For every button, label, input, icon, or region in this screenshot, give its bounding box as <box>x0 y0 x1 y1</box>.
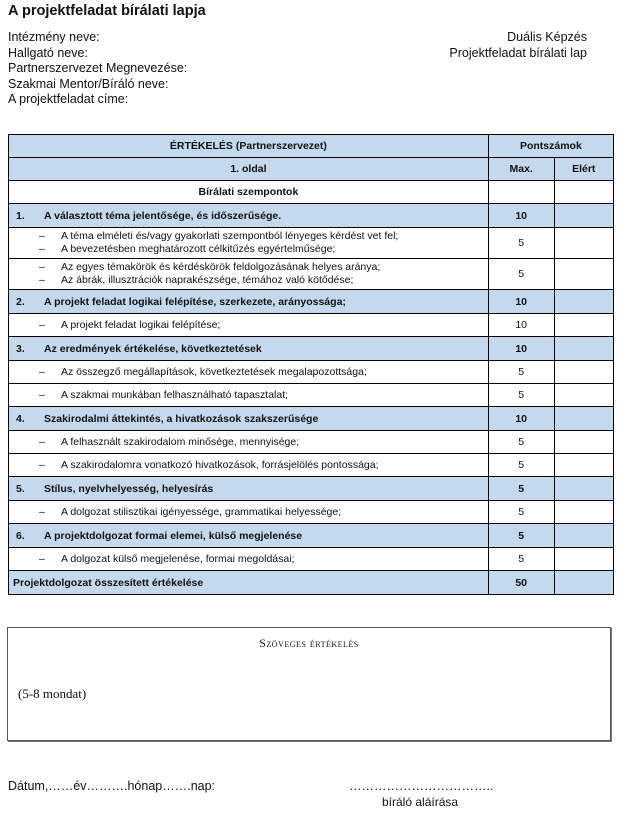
section-earned-input[interactable] <box>554 524 613 548</box>
textual-evaluation-hint: (5-8 mondat) <box>18 686 87 701</box>
section-title: Stílus, nyelvhelyesség, helyesírás <box>44 482 214 495</box>
dash-bullet: – <box>39 388 45 401</box>
criterion-item <box>13 459 484 472</box>
total-row <box>9 571 614 595</box>
criterion-item <box>13 230 484 243</box>
empty-cell <box>488 181 554 204</box>
criterion-text: Az ábrák, illusztrációk naprakészsége, témához való kötődése; <box>61 274 354 286</box>
section-title-cell <box>9 290 489 314</box>
criterion-max: 5 <box>488 361 554 384</box>
criterion-cell <box>9 259 489 290</box>
field-institution: Intézmény neve: <box>8 30 100 44</box>
criterion-text: A felhasznált szakirodalom minősége, mennyisége; <box>61 435 300 448</box>
section-title-cell <box>9 477 489 501</box>
section-title: Az eredmények értékelése, következtetések <box>44 342 262 355</box>
criterion-max: 5 <box>488 501 554 524</box>
criterion-item <box>13 436 484 449</box>
document-label: Projektfeladat bírálati lap <box>449 45 587 60</box>
section-max: 10 <box>488 337 554 361</box>
criterion-earned-input[interactable] <box>554 384 613 407</box>
section-title-cell <box>9 407 489 431</box>
dash-bullet: – <box>39 261 45 273</box>
criterion-max: 5 <box>488 548 554 571</box>
earned-heading: Elért <box>554 158 613 181</box>
criterion-text: Az összegző megállapítások, következtetések megalapozottsága; <box>61 365 367 378</box>
criterion-text: A téma elméleti és/vagy gyakorlati szempontból lényeges kérdést vet fel; <box>61 230 399 242</box>
criterion-row <box>9 548 614 571</box>
dash-bullet: – <box>39 274 45 286</box>
criterion-item <box>13 261 484 274</box>
criterion-max: 5 <box>488 228 554 259</box>
section-number: 5. <box>16 482 25 495</box>
criterion-text: Az egyes témakörök és kérdéskörök feldolgozásának helyes aránya; <box>61 261 381 273</box>
section-earned-input[interactable] <box>554 204 613 228</box>
section-row <box>9 524 614 548</box>
section-earned-input[interactable] <box>554 407 613 431</box>
criterion-row <box>9 228 614 259</box>
total-earned-input[interactable] <box>554 571 613 595</box>
criterion-max: 10 <box>488 314 554 337</box>
section-max: 5 <box>488 524 554 548</box>
criterion-text: A dolgozat stilisztikai igényessége, grammatikai helyessége; <box>61 505 342 518</box>
section-title: A projektdolgozat formai elemei, külső megjelenése <box>44 529 303 542</box>
criterion-text: A dolgozat külső megjelenése, formai megoldásai; <box>61 552 295 565</box>
dash-bullet: – <box>39 230 45 242</box>
header-right <box>449 30 587 61</box>
field-partner: Partnerszervezet Megnevezése: <box>8 61 188 76</box>
criterion-earned-input[interactable] <box>554 501 613 524</box>
criterion-earned-input[interactable] <box>554 454 613 477</box>
section-row <box>9 477 614 501</box>
empty-cell <box>554 181 613 204</box>
dash-bullet: – <box>39 365 45 378</box>
criteria-heading: Bírálati szempontok <box>9 181 489 204</box>
dash-bullet: – <box>39 243 45 255</box>
section-row <box>9 204 614 228</box>
section-title: Szakirodalmi áttekintés, a hivatkozások szakszerűsége <box>44 412 319 425</box>
criterion-item <box>13 366 484 379</box>
criterion-row <box>9 361 614 384</box>
criterion-text: A szakmai munkában felhasználható tapasztalat; <box>61 388 289 401</box>
table-heading: ÉRTÉKELÉS (Partnerszervezet) <box>9 135 489 158</box>
criterion-cell <box>9 314 489 337</box>
criterion-item <box>13 506 484 519</box>
signature-line: …………………………….. <box>349 779 494 793</box>
criterion-earned-input[interactable] <box>554 361 613 384</box>
criterion-cell <box>9 548 489 571</box>
header-fields <box>8 30 187 108</box>
criterion-row <box>9 314 614 337</box>
dash-bullet: – <box>39 435 45 448</box>
date-line: Dátum,……év……….hónap…….nap: <box>8 779 216 793</box>
textual-evaluation-title: Szöveges értékelés <box>259 636 359 650</box>
program-label: Duális Képzés <box>507 30 587 44</box>
section-number: 1. <box>16 209 25 222</box>
section-number: 2. <box>16 295 25 308</box>
section-number: 6. <box>16 529 25 542</box>
dash-bullet: – <box>39 505 45 518</box>
criterion-earned-input[interactable] <box>554 228 613 259</box>
criterion-earned-input[interactable] <box>554 548 613 571</box>
criterion-text: A bevezetésben meghatározott célkitűzés egyértelműsége; <box>61 243 336 255</box>
section-number: 4. <box>16 412 25 425</box>
criterion-item <box>13 319 484 332</box>
criterion-max: 5 <box>488 259 554 290</box>
dash-bullet: – <box>39 552 45 565</box>
total-max: 50 <box>488 571 554 595</box>
criterion-max: 5 <box>488 384 554 407</box>
criterion-cell <box>9 228 489 259</box>
section-earned-input[interactable] <box>554 290 613 314</box>
criterion-cell <box>9 431 489 454</box>
criterion-text: A projekt feladat logikai felépítése; <box>61 318 221 331</box>
section-title-cell <box>9 337 489 361</box>
section-title: A választott téma jelentősége, és időszerűsége. <box>44 209 282 222</box>
field-project-title: A projektfeladat címe: <box>8 92 129 107</box>
signature-label: bíráló aláírása <box>382 795 459 809</box>
criterion-item <box>13 553 484 566</box>
field-student: Hallgató neve: <box>8 45 88 60</box>
criterion-item <box>13 243 484 256</box>
criterion-cell <box>9 384 489 407</box>
criterion-earned-input[interactable] <box>554 259 613 290</box>
section-row <box>9 337 614 361</box>
criterion-row <box>9 501 614 524</box>
criterion-max: 5 <box>488 431 554 454</box>
criterion-earned-input[interactable] <box>554 314 613 337</box>
section-earned-input[interactable] <box>554 477 613 501</box>
criterion-cell <box>9 454 489 477</box>
section-title-cell <box>9 524 489 548</box>
section-max: 10 <box>488 204 554 228</box>
criterion-row <box>9 454 614 477</box>
section-max: 10 <box>488 407 554 431</box>
section-earned-input[interactable] <box>554 337 613 361</box>
criterion-item <box>13 389 484 402</box>
criterion-row <box>9 384 614 407</box>
criterion-cell <box>9 501 489 524</box>
dash-bullet: – <box>39 458 45 471</box>
criterion-row <box>9 259 614 290</box>
section-row <box>9 407 614 431</box>
max-heading: Max. <box>488 158 554 181</box>
criterion-text: A szakirodalomra vonatkozó hivatkozások, forrásjelölés pontossága; <box>61 458 379 471</box>
evaluation-table <box>8 134 614 595</box>
dash-bullet: – <box>39 318 45 331</box>
total-label: Projektdolgozat összesített értékelése <box>9 571 489 595</box>
criterion-item <box>13 274 484 287</box>
criterion-row <box>9 431 614 454</box>
section-title-cell <box>9 204 489 228</box>
criterion-earned-input[interactable] <box>554 431 613 454</box>
textual-evaluation-box[interactable] <box>7 627 611 741</box>
field-mentor: Szakmai Mentor/Bíráló neve: <box>8 76 169 91</box>
section-number: 3. <box>16 342 25 355</box>
page-title: A projektfeladat bírálati lapja <box>8 3 206 19</box>
section-max: 5 <box>488 477 554 501</box>
page-label: 1. oldal <box>9 158 489 181</box>
scores-heading: Pontszámok <box>488 135 613 158</box>
criterion-cell <box>9 361 489 384</box>
section-row <box>9 290 614 314</box>
criterion-max: 5 <box>488 454 554 477</box>
section-max: 10 <box>488 290 554 314</box>
section-title: A projekt feladat logikai felépítése, szerkezete, arányossága; <box>44 295 346 308</box>
